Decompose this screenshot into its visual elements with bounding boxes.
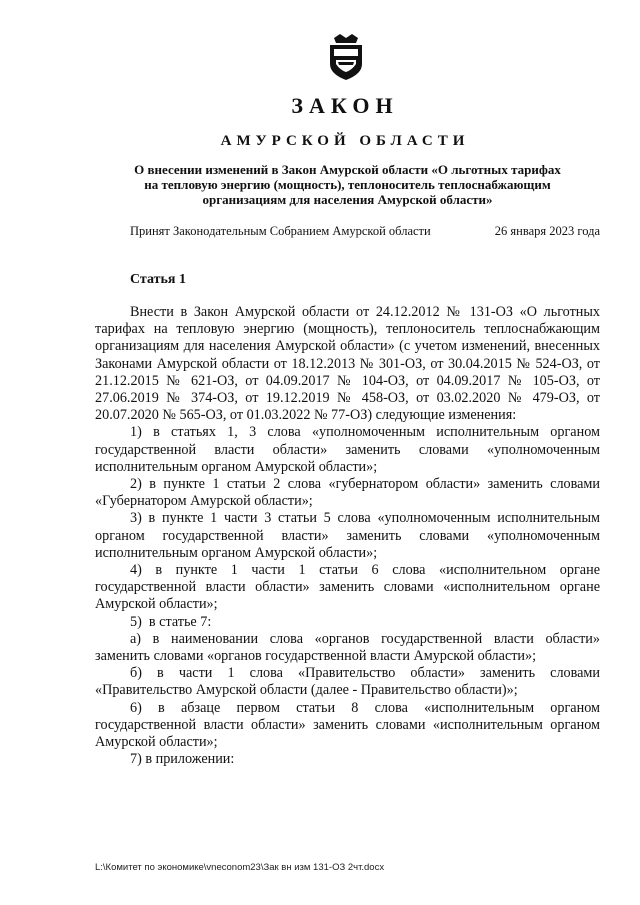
subtitle-line: организациям для населения Амурской области» — [202, 192, 493, 207]
article-body — [95, 304, 600, 768]
adoption-text: Принят Законодательным Собранием Амурской области — [130, 224, 431, 238]
subtitle-line: О внесении изменений в Закон Амурской области «О льготных тарифах — [134, 162, 561, 177]
paragraph: б) в части 1 слова «Правительство области» заменить словами «Правительство Амурской области (далее - Правительство области)»; — [95, 665, 600, 699]
paragraph: 1) в статьях 1, 3 слова «уполномоченным исполнительным органом государственной власти области» заменить словами «уполномоченным исполнительным органом Амурской области»; — [95, 424, 600, 475]
file-path-footer: L:\Комитет по экономике\vneconom23\Зак вн изм 131-ОЗ 2чт.docx — [95, 862, 385, 873]
coat-of-arms-icon — [326, 34, 366, 80]
law-title: ЗАКОН — [291, 93, 399, 118]
paragraph: 6) в абзаце первом статьи 8 слова «исполнительным органом государственной власти области» заменить словами «исполнительным органом Амурской области»; — [95, 699, 600, 751]
paragraph: 4) в пункте 1 части 1 статьи 6 слова «исполнительном органе государственной власти области» заменить словами «исполнительном органе Амурской области»; — [95, 562, 600, 613]
adoption-line — [130, 224, 600, 239]
paragraph: 7) в приложении: — [130, 751, 235, 768]
paragraph: 2) в пункте 1 статьи 2 слова «губернатором области» заменить словами «Губернатором Амурской области»; — [95, 476, 600, 510]
adoption-date: 26 января 2023 года — [494, 224, 600, 238]
subtitle-line: на тепловую энергию (мощность), теплоноситель теплоснабжающим — [144, 177, 551, 192]
law-subtitle — [95, 162, 600, 207]
article-heading: Статья 1 — [130, 272, 186, 287]
paragraph: а) в наименовании слова «органов государственной власти области» заменить словами «органов государственной власти Амурской области»; — [95, 630, 600, 665]
paragraph: 3) в пункте 1 части 3 статьи 5 слова «уполномоченным исполнительным органом государственной власти» заменить словами «уполномоченным исполнительным органом Амурской области»; — [95, 510, 600, 561]
paragraph: Внести в Закон Амурской области от 24.12.2012 № 131-ОЗ «О льготных тарифах на тепловую энергию (мощность), теплоноситель теплоснабжающим организациям для населения Амурской области» (с учетом изменений, внесенных Законами Амурской области от 18.12.2013 № 301-ОЗ, от 30.04.2015 № 524-ОЗ, от 21.12.2015 № 621-ОЗ, от 04.09.2017 № 104-ОЗ, от 04.09.2017 № 105-ОЗ, от 27.06.2019 № 374-ОЗ, от 19.12.2019 № 458-ОЗ, от 03.02.2020 № 479-ОЗ, от 20.07.2020 № 565-ОЗ, от 01.03.2022 № 77-ОЗ) следующие изменения: — [95, 304, 600, 424]
region-title: АМУРСКОЙ ОБЛАСТИ — [220, 133, 470, 149]
paragraph: 5) в статье 7: — [130, 613, 212, 630]
